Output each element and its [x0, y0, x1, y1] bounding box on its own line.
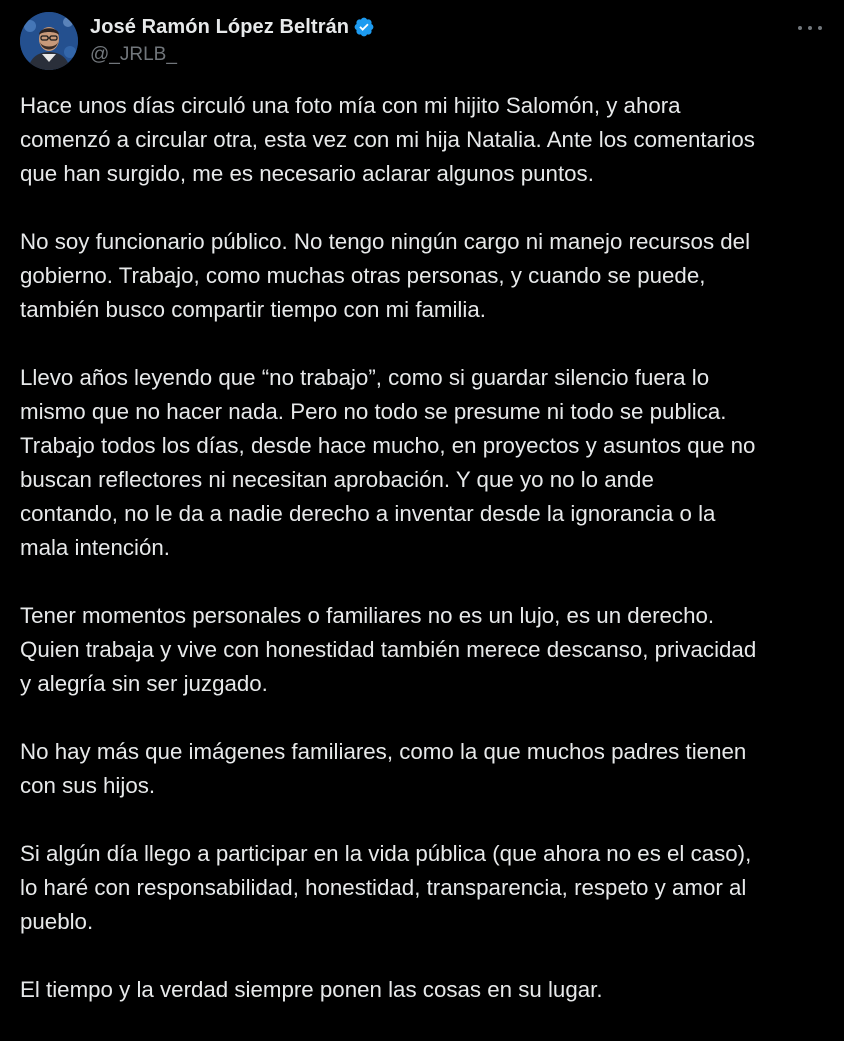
tweet-paragraph — [20, 89, 832, 191]
author-name-row — [90, 14, 375, 40]
avatar-portrait-icon — [20, 12, 78, 70]
tweet-line: No hay más que imágenes familiares, como la que muchos padres tienen — [20, 739, 747, 764]
tweet-text — [20, 89, 832, 1041]
tweet-line: Si algún día llego a participar en la vida pública (que ahora no es el caso), — [20, 841, 752, 866]
tweet-paragraph — [20, 599, 832, 701]
more-dot — [818, 26, 822, 30]
author-handle[interactable]: @_JRLB_ — [90, 44, 177, 65]
tweet-line: también busco compartir tiempo con mi familia. — [20, 297, 486, 322]
tweet-line: Quien trabaja y vive con honestidad también merece descanso, privacidad — [20, 637, 757, 662]
tweet-paragraph — [20, 225, 832, 327]
tweet-line: No soy funcionario público. No tengo ningún cargo ni manejo recursos del — [20, 229, 751, 254]
tweet-line: contando, no le da a nadie derecho a inventar desde la ignorancia o la — [20, 501, 716, 526]
tweet-line: lo haré con responsabilidad, honestidad, transparencia, respeto y amor al — [20, 875, 747, 900]
tweet-line: buscan reflectores ni necesitan aprobación. Y que yo no lo ande — [20, 467, 654, 492]
author-info — [90, 14, 375, 66]
tweet-line: Hace unos días circuló una foto mía con mi hijito Salomón, y ahora — [20, 93, 681, 118]
author-display-name[interactable]: José Ramón López Beltrán — [90, 15, 350, 38]
tweet-paragraph — [20, 973, 832, 1007]
tweet-line: mismo que no hacer nada. Pero no todo se presume ni todo se publica. — [20, 399, 727, 424]
more-options-icon[interactable] — [796, 16, 824, 40]
tweet-line: Trabajo todos los días, desde hace mucho, en proyectos y asuntos que no — [20, 433, 756, 458]
tweet-paragraph — [20, 837, 832, 939]
tweet-line: comenzó a circular otra, esta vez con mi hija Natalia. Ante los comentarios — [20, 127, 755, 152]
tweet-header — [20, 12, 824, 72]
tweet-line: gobierno. Trabajo, como muchas otras personas, y cuando se puede, — [20, 263, 706, 288]
tweet-line: Llevo años leyendo que “no trabajo”, como si guardar silencio fuera lo — [20, 365, 710, 390]
tweet-line: y alegría sin ser juzgado. — [20, 671, 268, 696]
tweet-line: pueblo. — [20, 909, 94, 934]
tweet-line: Tener momentos personales o familiares no es un lujo, es un derecho. — [20, 603, 715, 628]
more-dot — [808, 26, 812, 30]
tweet-paragraph — [20, 361, 832, 565]
tweet-line: con sus hijos. — [20, 773, 156, 798]
more-dot — [798, 26, 802, 30]
verified-badge-icon[interactable] — [353, 16, 375, 38]
tweet-line: El tiempo y la verdad siempre ponen las cosas en su lugar. — [20, 977, 603, 1002]
user-avatar[interactable] — [20, 12, 78, 70]
tweet-paragraph — [20, 735, 832, 803]
tweet-line: que han surgido, me es necesario aclarar algunos puntos. — [20, 161, 594, 186]
tweet-line: mala intención. — [20, 535, 170, 560]
